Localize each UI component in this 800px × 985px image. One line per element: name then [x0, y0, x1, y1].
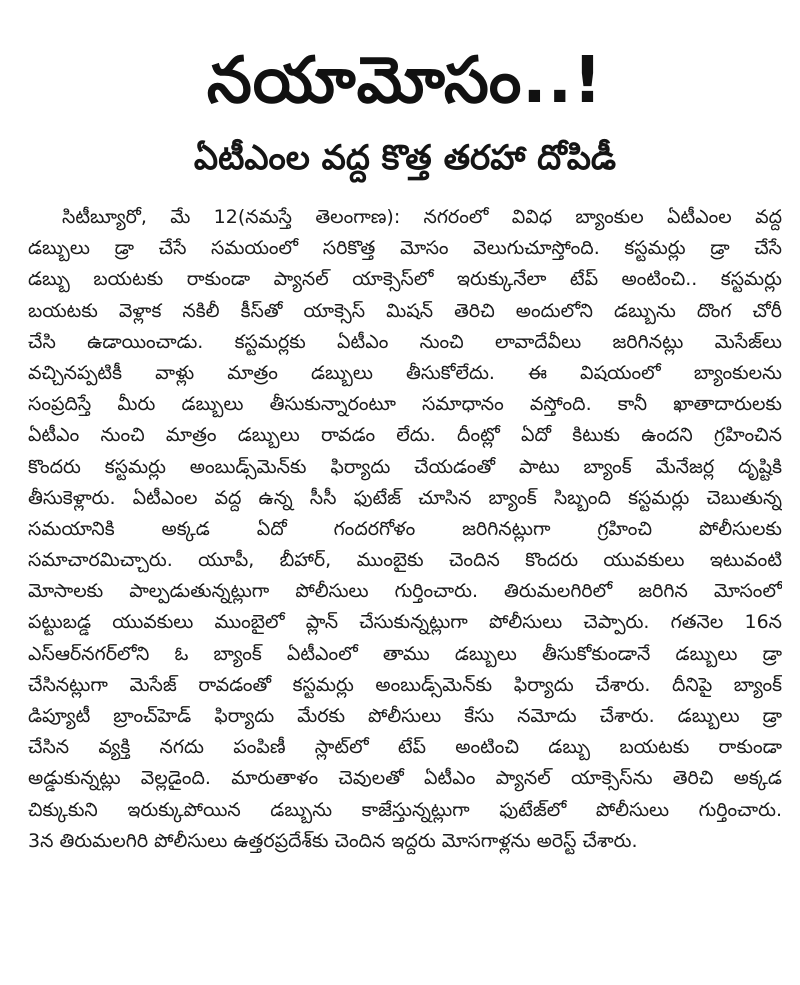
body-line: 3న తిరుమలగిరి పోలీసులు ఉత్తరప్రదేశ్‌కు చెందిన ఇద్దరు మోసగాళ్లను అరెస్ట్ చేశారు. [28, 829, 638, 852]
body-line: పట్టుబడ్డ యువకులు ముంబైలో ప్లాన్ చేసుకున్నట్లుగా పోలీసులు చెప్పారు. గతనెల 16న [28, 611, 782, 634]
body-line: ఎస్ఆర్‌నగర్‌లోని ఓ బ్యాంక్ ఏటీఎంలో తాము డబ్బులు తీసుకోకుండానే డబ్బులు డ్రా [28, 642, 782, 665]
body-line: ఏటీఎం నుంచి మాత్రం డబ్బులు రావడం లేదు. దీంట్లో ఏదో కిటుకు ఉందని గ్రహించిన [28, 424, 782, 447]
body-line: మోసాలకు పాల్పడుతున్నట్లుగా పోలీసులు గుర్తించారు. తిరుమలగిరిలో జరిగిన మోసంలో [28, 580, 782, 603]
subheadline: ఏటీఎంల వద్ద కొత్త తరహా దోపిడీ [193, 138, 617, 178]
body-line: సిటీబ్యూరో, మే 12(నమస్తే తెలంగాణ): నగరంలో వివిధ బ్యాంకుల ఏటీఎంల వద్ద [62, 206, 782, 228]
body-line: చేసినట్లుగా మెసేజ్ రావడంతో కస్టమర్లు అంబుడ్స్‌మెన్‌కు ఫిర్యాదు చేశారు. దీనిపై బ్యాంక్ [28, 673, 782, 696]
body-line: బయటకు వెళ్లాక నకిలీ కీస్‌తో యాక్సెస్ మిషన్ తెరిచి అందులోని డబ్బును దొంగ చోరీ [28, 299, 782, 322]
body-line: వచ్చినప్పటికీ వాళ్లు మాత్రం డబ్బులు తీసుకోలేదు. ఈ విషయంలో బ్యాంకులను [28, 361, 782, 384]
body-line: కొందరు కస్టమర్లు అంబుడ్స్‌మెన్‌కు ఫిర్యాదు చేయడంతో పాటు బ్యాంక్ మేనేజర్ల దృష్టికి [28, 455, 782, 478]
body-line: డిప్యూటీ బ్రాంచ్‌హెడ్ ఫిర్యాదు మేరకు పోలీసులు కేసు నమోదు చేశారు. డబ్బులు డ్రా [28, 705, 782, 727]
body-line: డబ్బు బయటకు రాకుండా ప్యానల్ యాక్సెస్‌లో ఇరుక్కునేలా టేప్ అంటించి.. కస్టమర్లు [28, 268, 782, 291]
body-line: చిక్కుకుని ఇరుక్కుపోయిన డబ్బును కాజేస్తున్నట్లుగా ఫుటేజ్‌లో పోలీసులు గుర్తించారు. [28, 798, 782, 821]
body-line: సమాచారమిచ్చారు. యూపీ, బీహార్, ముంబైకు చెందిన కొందరు యువకులు ఇటువంటి [28, 549, 782, 572]
body-line: డబ్బులు డ్రా చేసే సమయంలో సరికొత్త మోసం వెలుగుచూస్తోంది. కస్టమర్లు డ్రా చేసే [28, 237, 782, 260]
article-body [28, 202, 782, 857]
body-line: సమయానికి అక్కడ ఏదో గందరగోళం జరిగినట్లుగా గ్రహించి పోలీసులకు [28, 517, 782, 540]
headline: నయామోసం..! [206, 44, 604, 118]
body-line: తీసుకెళ్లారు. ఏటీఎంల వద్ద ఉన్న సీసీ ఫుటేజ్ చూసిన బ్యాంక్ సిబ్బంది కస్టమర్లు చెబుతున్న [28, 486, 782, 509]
body-line: సంప్రదిస్తే మీరు డబ్బులు తీసుకున్నారంటూ సమాధానం వస్తోంది. కానీ ఖాతాదారులకు [28, 393, 782, 416]
body-line: చేసిన వ్యక్తి నగదు పంపిణీ స్లాట్‌లో టేప్ అంటించి డబ్బు బయటకు రాకుండా [28, 736, 782, 759]
body-line: చేసి ఉడాయించాడు. కస్టమర్లకు ఏటీఎం నుంచి లావాదేవీలు జరిగినట్లు మెసేజ్‌లు [28, 330, 782, 353]
body-line: అడ్డుకున్నట్లు వెల్లడైంది. మారుతాళం చెవులతో ఏటీఎం ప్యానల్ యాక్సెస్‌ను తెరిచి అక్కడ [28, 767, 782, 790]
